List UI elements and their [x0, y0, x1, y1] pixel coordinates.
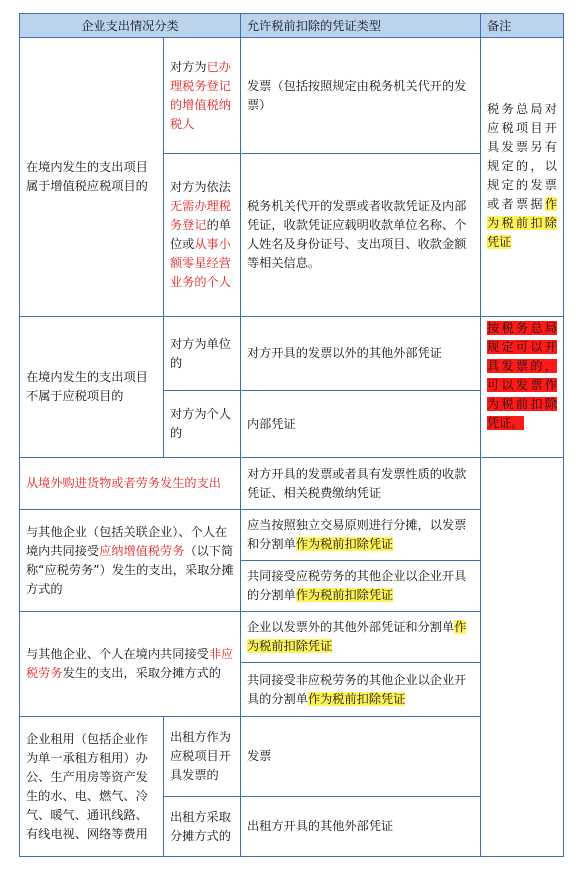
voucher-text: 应当按照独立交易原则进行分摊，以发票和分割单	[247, 518, 467, 551]
voucher-text: 共同接受非应税劳务的其他企业以企业开具的分割单	[247, 672, 467, 706]
counterparty-cell	[164, 797, 241, 857]
remark-highlight: 作为税前扣除凭证	[487, 197, 557, 249]
counterparty-red-text: 无需办理税务登记	[170, 199, 231, 232]
voucher-text: 对方开具的发票或者具有发票性质的收款凭证、相关税费缴纳凭证	[247, 466, 467, 500]
counterparty-cell	[164, 38, 241, 154]
voucher-highlight: 作为税前扣除凭证	[307, 691, 406, 706]
category-red-text: 应纳增值税劳务	[99, 543, 185, 558]
voucher-text: 税务机关代开的发票或者收款凭证及内部凭证，收款凭证应载明收款单位名称、个人姓名及身份证号、支出项目、收款金额等相关信息。	[247, 199, 467, 270]
voucher-text: 发票	[247, 749, 272, 763]
voucher-cell	[241, 458, 481, 510]
voucher-text: 共同接受应税劳务的其他企业以企业开具的分割单	[247, 569, 467, 602]
category-text: 与其他企业（包括关联企业）、个人在境内共同接受	[26, 524, 228, 558]
table-row	[20, 458, 564, 510]
voucher-cell	[241, 797, 481, 857]
category-text: 在境内发生的支出项目属于增值税应税项目的	[26, 160, 148, 193]
category-cell	[20, 317, 164, 458]
category-text: （以下简称“应税劳务”）发生的支出，采取分摊方式的	[26, 543, 234, 596]
remark-red-highlight: 按税务总局规定可以开具发票的，可以发票作为税前扣除凭证。	[487, 321, 557, 430]
voucher-cell	[241, 717, 481, 797]
counterparty-text: 对方为依法	[170, 180, 231, 194]
category-cell	[20, 458, 241, 510]
voucher-cell	[241, 612, 481, 663]
category-cell	[20, 717, 164, 857]
voucher-highlight: 作为税前扣除凭证	[295, 588, 394, 602]
counterparty-red-text: 已办理税务登记的增值税纳税人	[170, 59, 231, 131]
category-text: 企业租用（包括企业作为单一承租方租用）办公、生产用房等资产发生的水、电、燃气、冷气、暖气、通讯线路、有线电视、网络等费用	[26, 731, 148, 841]
counterparty-text: 出租方采取分摊方式的	[170, 809, 231, 843]
remark-cell	[481, 317, 564, 458]
voucher-cell	[241, 38, 481, 154]
category-text: 发生的支出，采取分摊方式的	[62, 666, 221, 680]
table-row	[20, 38, 564, 154]
voucher-cell	[241, 663, 481, 717]
counterparty-cell	[164, 717, 241, 797]
category-cell	[20, 38, 164, 317]
category-text: 在境内发生的支出项目不属于应税项目的	[26, 370, 148, 403]
header-voucher-type: 允许税前扣除的凭证类型	[241, 14, 481, 38]
voucher-text: 发票（包括按照规定由税务机关代开的发票）	[247, 78, 467, 112]
table-header-row	[20, 14, 564, 38]
counterparty-text: 的单位或	[170, 218, 231, 251]
voucher-cell	[241, 317, 481, 391]
counterparty-text: 对方为个人的	[170, 407, 231, 440]
voucher-cell	[241, 561, 481, 612]
category-cell	[20, 612, 241, 717]
voucher-text: 企业以发票外的其他外部凭证和分割单	[247, 620, 455, 634]
voucher-text: 出租方开具的其他外部凭证	[247, 819, 394, 833]
category-text: 与其他企业、个人在境内共同接受	[26, 647, 209, 661]
counterparty-cell	[164, 154, 241, 317]
counterparty-red-text: 从事小额零星经营业务的个人	[170, 237, 231, 289]
category-red-text: 非应税劳务	[26, 647, 234, 680]
counterparty-text: 出租方作为应税项目开具发票的	[170, 730, 231, 782]
voucher-highlight: 作为税前扣除凭证	[295, 537, 394, 551]
voucher-text: 对方开具的发票以外的其他外部凭证	[247, 346, 442, 360]
counterparty-text: 对方为	[170, 59, 207, 74]
table-row	[20, 317, 564, 391]
counterparty-text: 对方为单位的	[170, 336, 231, 370]
remark-text: 税务总局对应税项目开具发票另有规定的，以规定的发票或者票据	[487, 102, 557, 211]
header-category: 企业支出情况分类	[20, 14, 241, 38]
category-red-text: 从境外购进货物或者劳务发生的支出	[26, 476, 221, 490]
counterparty-cell	[164, 317, 241, 391]
voucher-text: 内部凭证	[247, 416, 296, 431]
remark-cell	[481, 38, 564, 317]
voucher-cell	[241, 154, 481, 317]
remark-cell-empty	[481, 458, 564, 857]
voucher-cell	[241, 510, 481, 561]
counterparty-cell	[164, 391, 241, 458]
header-remark: 备注	[481, 14, 564, 38]
voucher-highlight: 作为税前扣除凭证	[247, 620, 467, 653]
voucher-cell	[241, 391, 481, 458]
category-cell	[20, 510, 241, 612]
deduction-voucher-table	[19, 13, 564, 857]
